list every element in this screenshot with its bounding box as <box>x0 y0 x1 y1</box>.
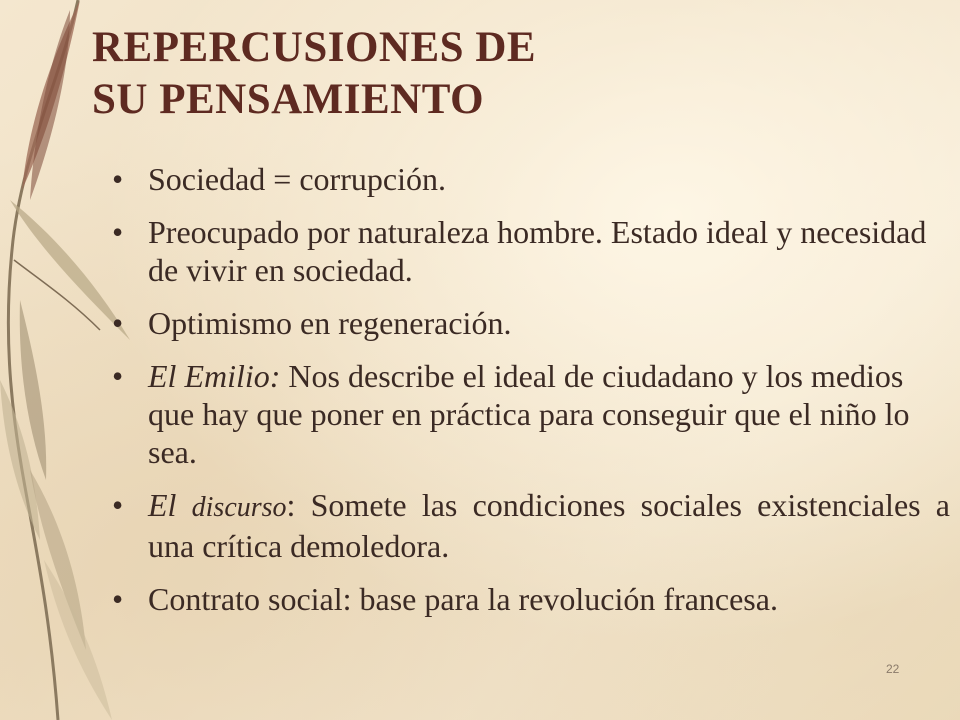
page-number: 22 <box>886 662 900 676</box>
title-line-2: SU PENSAMIENTO <box>92 76 485 123</box>
bullet-list <box>112 160 950 633</box>
bullet-text: Nos describe el ideal de ciudadano y los medios que hay que poner en práctica para conseguir que el niño lo sea. <box>148 358 910 470</box>
bullet-icon: • <box>112 358 124 394</box>
bullet-lead-a: El <box>148 487 192 523</box>
bullet-icon: • <box>112 581 124 617</box>
bullet-lead-c: : <box>286 487 296 523</box>
slide-title <box>92 22 536 126</box>
bullet-item <box>112 580 950 618</box>
bullet-icon: • <box>112 487 124 523</box>
bullet-text: Optimismo en regeneración. <box>148 305 512 341</box>
bullet-text: Contrato social: base para la revolución francesa. <box>148 581 778 617</box>
title-line-1: REPERCUSIONES DE <box>92 24 537 71</box>
bullet-text: Sociedad = corrupción. <box>148 161 446 197</box>
bullet-item <box>112 486 950 565</box>
bullet-item <box>112 213 950 289</box>
bullet-item <box>112 160 950 198</box>
bullet-item <box>112 304 950 342</box>
bullet-icon: • <box>112 214 124 250</box>
bullet-icon: • <box>112 305 124 341</box>
bullet-lead-title: El Emilio: <box>148 358 281 394</box>
bullet-lead-title: discurso <box>191 492 287 523</box>
bullet-text: Preocupado por naturaleza hombre. Estado ideal y necesidad de vivir en sociedad. <box>148 214 927 288</box>
bullet-icon: • <box>112 161 124 197</box>
bullet-item <box>112 357 950 471</box>
bullet-text: Somete las condiciones sociales existenciales a una crítica demoledora. <box>148 487 951 564</box>
